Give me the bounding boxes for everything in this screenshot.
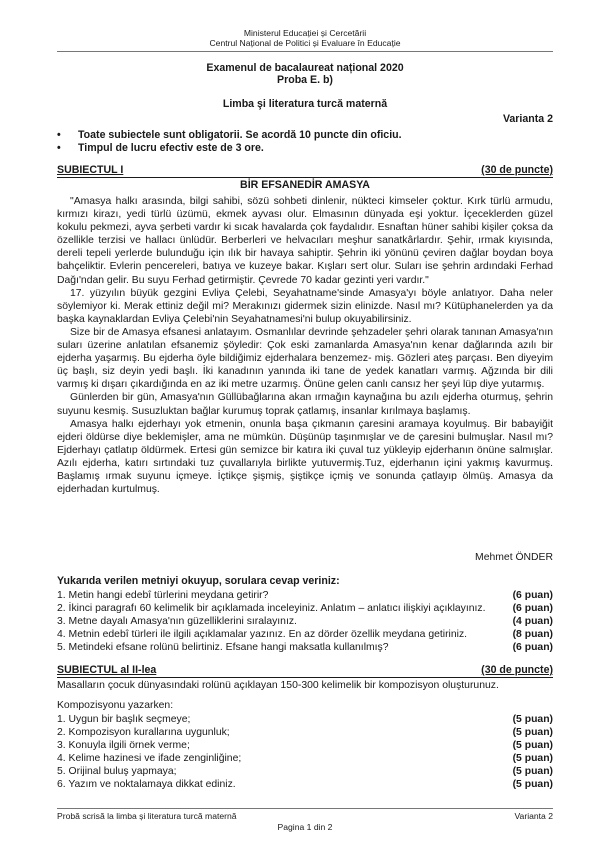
instruction-item — [57, 142, 553, 155]
question-points: (6 puan) — [512, 642, 553, 653]
question-text: 2. İkinci paragrafı 60 kelimelik bir açıklamada inceleyiniz. Anlatım – anlatıcı ilişkiyi açıklayınız. — [57, 603, 486, 614]
questions-heading: Yukarıda verilen metniyi okuyup, sorulara cevap veriniz: — [57, 575, 340, 587]
question-item — [57, 589, 553, 602]
footer — [57, 811, 553, 821]
criterion-points: (5 puan) — [512, 727, 553, 739]
question-text: 4. Metnin edebî türleri ile ilgili açıklamalar yazınız. En az dörder özellik meydana getiriniz. — [57, 629, 468, 640]
footer-divider — [57, 808, 553, 809]
subject-1-points: (30 de puncte) — [481, 164, 553, 176]
subject-2-points: (30 de puncte) — [481, 664, 553, 676]
bullet-icon: • — [57, 142, 61, 154]
bullet-icon: • — [57, 129, 61, 141]
questions-list — [57, 589, 553, 654]
story-title: BİR EFSANEDİR AMASYA — [240, 179, 370, 191]
instructions-list — [57, 129, 553, 155]
center-name: Centrul Național de Politici și Evaluare în Educație — [209, 38, 401, 48]
criterion-points: (5 puan) — [512, 740, 553, 752]
story-paragraph: Amasya halkı ejderhayı yok etmenin, onunla başa çıkmanın çaresini aramaya koyulmuş. Bir babayiğit ejderi öldürse diye beklemişler, ama ne mümkün. Düşünüp taşınmışlar ve de çaresini bulmuşlar. Nasıl mı? Ejderhayı çatlatıp öldürmek. Ertesi gün semizce bir katıra iki çuval tuz yükleyip ejderhanın önüne salmışlar. Azılı ejderha, katırı sırtındaki tuz çuvallarıyla birlikte yutuvermiş.Tuz, ejderhanın içini yakmış kavurmuş. Başlamış ırmak suyunu içmeye. İçtikçe şişmiş, şiştikçe içmiş ve sonunda çatlayıp ölmüş. Amasya da ejderhadan kurtulmuş. — [57, 418, 553, 496]
header-divider — [57, 51, 553, 52]
question-points: (6 puan) — [512, 590, 553, 601]
footer-variant: Varianta 2 — [514, 811, 553, 821]
footer-left: Probă scrisă la limba și literatura turcă maternă — [57, 811, 237, 821]
question-points: (8 puan) — [512, 629, 553, 640]
criteria-list — [57, 713, 553, 792]
question-points: (4 puan) — [512, 616, 553, 627]
criterion-item — [57, 765, 553, 778]
variant-label: Varianta 2 — [502, 113, 553, 125]
instruction-text: Toate subiectele sunt obligatorii. Se acordă 10 puncte din oficiu. — [78, 129, 402, 141]
criterion-text: 2. Kompozisyon kurallarına uygunluk; — [57, 727, 230, 739]
story-author: Mehmet ÖNDER — [475, 552, 553, 563]
criterion-text: 1. Uygun bir başlık seçmeye; — [57, 714, 191, 725]
criterion-item — [57, 739, 553, 752]
story-paragraph: "Amasya halkı arasında, bilgi sahibi, sözü sohbeti dinlenir, nükteci kimseler çoktur. Kırk türlü armudu, kırmızı kirazı, yedi türlü üzümü, ekmek ayvası olur. Elmasının dünyada eşi yoktur. İçeceklerden güzel kokulu pekmezi, ayva şerbeti vardır ki sıcak havalarda çok faydalıdır. Esnaftan hüner sahibi kişiler çoksa da özellikle terzisi ve hallacı ünlüdür. Berberleri ve helvacıları meşhur sanatkârlardır. Şehir, ırmak kıyısında, dereli tepeli yerlerde bulunduğu için ılık bir havaya sahiptir. Şehrin iki yönünü çeviren dağlar boydan boya bahçeliktir. Evlerin pencereleri, batıya ve kuzeye bakar. Kışları sert olur. Suları ise şehrin ardındaki Ferhad Dağı'ndan gelir. Bu suyu Ferhad getirmiştir. Çevrede 70 kadar gezinti yeri vardır." — [57, 196, 553, 286]
ministry-name: Ministerul Educației și Cercetării — [243, 28, 367, 38]
exam-title: Examenul de bacalaureat național 2020 — [206, 62, 404, 74]
question-item — [57, 628, 553, 641]
question-text: 1. Metin hangi edebî türlerini meydana getirir? — [57, 590, 269, 601]
criterion-text: 3. Konuyla ilgili örnek verme; — [57, 740, 190, 752]
criterion-text: 6. Yazım ve noktalamaya dikkat ediniz. — [57, 779, 236, 791]
criterion-item — [57, 778, 553, 791]
exam-proba: Proba E. b) — [277, 74, 333, 86]
composition-task: Masalların çocuk dünyasındaki rolünü açıklayan 150-300 kelimelik bir kompozisyon oluşturunuz. — [57, 680, 499, 691]
criterion-points: (5 puan) — [512, 779, 553, 791]
criterion-text: 4. Kelime hazinesi ve ifade zenginliğine; — [57, 753, 242, 765]
instruction-text: Timpul de lucru efectiv este de 3 ore. — [78, 142, 264, 154]
criterion-item — [57, 713, 553, 726]
criterion-item — [57, 752, 553, 765]
question-item — [57, 641, 553, 654]
story-paragraph: Size bir de Amasya efsanesi anlatayım. Osmanlılar devrinde şehzadeler şehri olarak tanınan Amasya'nın suları üzerine anlatılan efsanemiz şöyledir: Çok eski zamanlarda Amasya'nın kenar dağlarında azılı bir ejderha yaşarmış. Bu ejderha öyle bildiğimiz ejderhalara benzemez- miş. Gözleri ateş parçası. Ben diyeyim üç başlı, siz deyin yedi başlı. İki kanadının yanında iki tane de yedek kanatları varmış. Ağzında bir dili varmış ki dışarı çıkardığında en az iki metre uzarmış. Önüne gelen canlı cansız her şeyi lüp diye yutarmış. — [57, 326, 553, 391]
criterion-item — [57, 726, 553, 739]
question-item — [57, 602, 553, 615]
question-item — [57, 615, 553, 628]
criterion-points: (5 puan) — [512, 766, 553, 778]
subject-1-header — [57, 164, 553, 178]
instruction-item — [57, 129, 553, 142]
criterion-points: (5 puan) — [512, 753, 553, 765]
subject-2-label: SUBIECTUL al II-lea — [57, 664, 157, 676]
subject-1-label: SUBIECTUL I — [57, 164, 124, 176]
exam-subject: Limba şi literatura turcă maternă — [222, 98, 388, 110]
story-paragraph: Günlerden bir gün, Amasya'nın Güllübağlarına akan ırmağın kaynağına bu azılı ejderha oturmuş, şehrin suyunu kesmiş. Susuzluktan bağlar kurumuş toprak çatlamış, insanlar kırılmaya başlamış. — [57, 392, 553, 417]
criterion-text: 5. Orijinal buluş yapmaya; — [57, 766, 177, 778]
question-text: 5. Metindeki efsane rolünü belirtiniz. Efsane hangi maksatla kullanılmış? — [57, 642, 389, 653]
subject-2-header — [57, 664, 553, 678]
story-paragraph: 17. yüzyılın büyük gezgini Evliya Çelebi, Seyahatname'sinde Amasya'yı böyle anlatıyor. Daha neler söylemiyor ki. Merak ettiniz değil mi? Merakınızı gidermek sizin elinizde. Nasıl mı? Kütüphanelerden ya da başka kaynaklardan Evliya Çelebi'nin Seyahatnamesi'ni bulup okuyabilirsiniz. — [57, 287, 553, 325]
criterion-points: (5 puan) — [512, 714, 553, 725]
page-number: Pagina 1 din 2 — [277, 822, 333, 832]
question-text: 3. Metne dayalı Amasya'nın güzelliklerini sıralayınız. — [57, 616, 297, 627]
composition-intro: Kompozisyonu yazarken: — [57, 700, 174, 711]
story-text — [57, 195, 553, 496]
question-points: (6 puan) — [512, 603, 553, 614]
